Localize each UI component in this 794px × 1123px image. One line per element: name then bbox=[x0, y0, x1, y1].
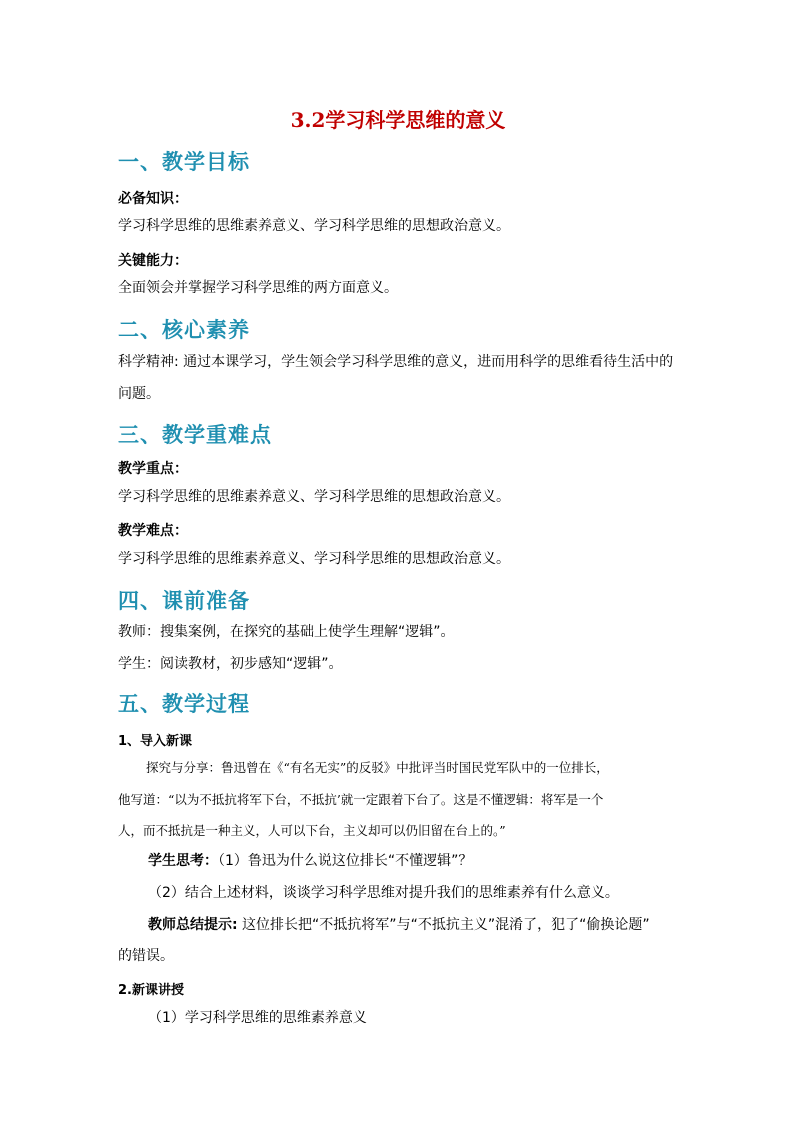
label-difficulty: 教学难点： bbox=[118, 523, 188, 539]
section-heading-3: 三、教学重难点 bbox=[118, 422, 272, 447]
text-knowledge: 学习科学思维的思维素养意义、学习科学思维的思想政治意义。 bbox=[118, 218, 510, 234]
text-core-line2: 问题。 bbox=[118, 386, 160, 402]
subheading-new-lesson: 2.新课讲授 bbox=[118, 983, 184, 998]
text-ability: 全面领会并掌握学习科学思维的两方面意义。 bbox=[118, 280, 398, 296]
summary-line2: 的错误。 bbox=[118, 948, 174, 964]
text-focus: 学习科学思维的思维素养意义、学习科学思维的思想政治意义。 bbox=[118, 489, 510, 505]
summary-line1 bbox=[148, 909, 650, 941]
text-core-line1: 科学精神: 通过本课学习，学生领会学习科学思维的意义，进而用科学的思维看待生活中的 bbox=[118, 354, 674, 370]
item-thinking-literacy: （1）学习科学思维的思维素养意义 bbox=[148, 1010, 367, 1026]
quote-line2: 他写道：“以为不抵抗将军下台，不抵抗’就一定跟着下台了。这是不懂逻辑：将军是一个 bbox=[118, 792, 604, 807]
quote-line1: 探究与分享：鲁迅曾在《“有名无实”的反驳》中批评当时国民党军队中的一位排长， bbox=[146, 760, 609, 775]
section-heading-5: 五、教学过程 bbox=[118, 691, 250, 716]
text-student-prep: 学生：阅读教材，初步感知“逻辑”。 bbox=[118, 656, 343, 672]
section-heading-4: 四、课前准备 bbox=[118, 588, 250, 613]
label-focus: 教学重点： bbox=[118, 461, 188, 477]
summary-label: 教师总结提示: bbox=[148, 917, 238, 933]
text-difficulty: 学习科学思维的思维素养意义、学习科学思维的思想政治意义。 bbox=[118, 551, 510, 567]
question-1: （1）鲁迅为什么说这位排长“不懂逻辑”？ bbox=[218, 853, 473, 869]
label-knowledge: 必备知识： bbox=[118, 191, 188, 207]
quote-line3: 人，而不抵抗是一种主义，人可以下台，主义却可以仍旧留在台上的。” bbox=[118, 823, 506, 838]
label-ability: 关键能力： bbox=[118, 253, 188, 269]
text-teacher-prep: 教师：搜集案例，在探究的基础上使学生理解“逻辑”。 bbox=[118, 624, 455, 640]
subheading-intro: 1、导入新课 bbox=[118, 734, 193, 749]
student-think-label: 学生思考： bbox=[148, 853, 218, 869]
question-2: （2）结合上述材料，谈谈学习科学思维对提升我们的思维素养有什么意义。 bbox=[148, 885, 619, 901]
section-heading-1: 一、教学目标 bbox=[118, 149, 250, 174]
section-heading-2: 二、核心素养 bbox=[118, 317, 250, 342]
summary-text: 这位排长把“不抵抗将军”与“不抵抗主义”混淆了，犯了“偷换论题” bbox=[237, 917, 650, 933]
student-think-line bbox=[148, 845, 472, 877]
document-title: 3.2学习科学思维的意义 bbox=[290, 108, 506, 132]
